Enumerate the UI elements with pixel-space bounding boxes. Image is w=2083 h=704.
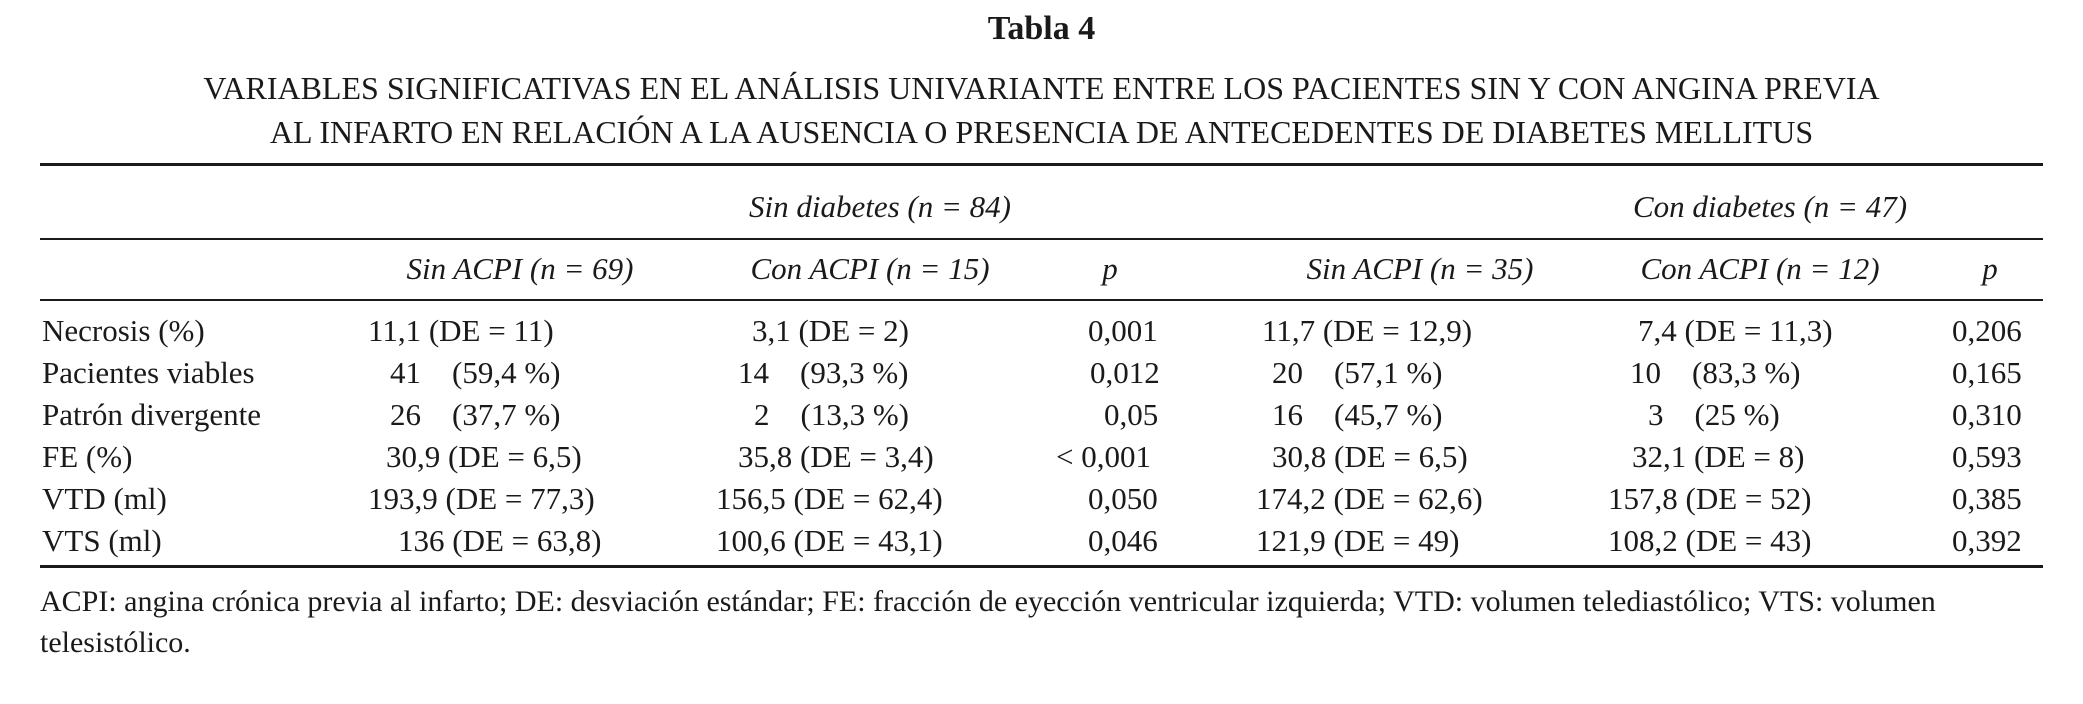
table-cell: 3 (25 %)	[1648, 397, 1780, 432]
table-cell: 30,8 (DE = 6,5)	[1272, 439, 1468, 474]
top-rule	[40, 163, 2043, 166]
table-cell: 30,9 (DE = 6,5)	[386, 439, 582, 474]
table-cell: 108,2 (DE = 43)	[1608, 523, 1812, 558]
bottom-rule	[40, 565, 2043, 568]
table-cell: 20 (57,1 %)	[1272, 355, 1443, 390]
group-header-rule	[40, 238, 2043, 240]
caption-line-2: AL INFARTO EN RELACIÓN A LA AUSENCIA O PRESENCIA DE ANTECEDENTES DE DIABETES MELLITUS	[269, 114, 1814, 150]
row-label-vts: VTS (ml)	[42, 523, 162, 558]
table-cell: 0,206	[1952, 313, 2022, 348]
table-cell: 35,8 (DE = 3,4)	[738, 439, 934, 474]
column-header-sin-acpi-sin-diabetes: Sin ACPI (n = 69)	[406, 251, 634, 286]
table-cell: 157,8 (DE = 52)	[1608, 481, 1812, 516]
column-header-rule	[40, 299, 2043, 301]
table-cell: 100,6 (DE = 43,1)	[716, 523, 943, 558]
table-cell: 10 (83,3 %)	[1630, 355, 1801, 390]
table-number: Tabla 4	[987, 10, 1096, 47]
table-cell: 0,310	[1952, 397, 2022, 432]
table-cell: 41 (59,4 %)	[390, 355, 561, 390]
table-cell: 156,5 (DE = 62,4)	[716, 481, 943, 516]
caption-line-1: VARIABLES SIGNIFICATIVAS EN EL ANÁLISIS UNIVARIANTE ENTRE LOS PACIENTES SIN Y CON ANGINA PREVIA	[203, 70, 1880, 106]
table-cell: < 0,001	[1056, 439, 1151, 474]
table-caption	[0, 66, 2083, 154]
table-cell: 174,2 (DE = 62,6)	[1256, 481, 1483, 516]
table-cell: 7,4 (DE = 11,3)	[1638, 313, 1833, 348]
table-cell: 32,1 (DE = 8)	[1632, 439, 1805, 474]
table-footnote: ACPI: angina crónica previa al infarto; DE: desviación estándar; FE: fracción de eyección ventricular izquierda; VTD: volumen telediastólico; VTS: volumen telesistólico.	[40, 585, 1936, 659]
table-cell: 0,165	[1952, 355, 2022, 390]
table-cell: 136 (DE = 63,8)	[398, 523, 602, 558]
table-cell: 11,1 (DE = 11)	[368, 313, 554, 348]
table-cell: 121,9 (DE = 49)	[1256, 523, 1460, 558]
column-header-con-acpi-sin-diabetes: Con ACPI (n = 15)	[750, 251, 990, 286]
table-cell: 0,001	[1088, 313, 1158, 348]
column-header-con-acpi-con-diabetes: Con ACPI (n = 12)	[1640, 251, 1880, 286]
group-header-con-diabetes: Con diabetes (n = 47)	[1632, 189, 1908, 224]
row-label-patron-divergente: Patrón divergente	[42, 397, 261, 432]
table-cell: 0,046	[1088, 523, 1158, 558]
table-cell: 16 (45,7 %)	[1272, 397, 1443, 432]
row-label-pacientes-viables: Pacientes viables	[42, 355, 255, 390]
table-cell: 0,392	[1952, 523, 2022, 558]
row-label-vtd: VTD (ml)	[42, 481, 167, 516]
table-cell: 0,050	[1088, 481, 1158, 516]
table-cell: 0,05	[1104, 397, 1159, 432]
table-cell: 26 (37,7 %)	[390, 397, 561, 432]
table-cell: 11,7 (DE = 12,9)	[1262, 313, 1473, 348]
table-cell: 193,9 (DE = 77,3)	[368, 481, 595, 516]
table-cell: 0,012	[1090, 355, 1160, 390]
column-header-sin-acpi-con-diabetes: Sin ACPI (n = 35)	[1306, 251, 1534, 286]
table-cell: 14 (93,3 %)	[738, 355, 909, 390]
row-label-fe: FE (%)	[42, 439, 133, 474]
table-cell: 0,593	[1952, 439, 2022, 474]
column-header-p-con-diabetes: p	[1982, 251, 1998, 286]
table-cell: 2 (13,3 %)	[754, 397, 909, 432]
group-header-sin-diabetes: Sin diabetes (n = 84)	[749, 189, 1011, 224]
table-cell: 3,1 (DE = 2)	[752, 313, 909, 348]
table-cell: 0,385	[1952, 481, 2022, 516]
column-header-p-sin-diabetes: p	[1102, 251, 1118, 286]
row-label-necrosis: Necrosis (%)	[42, 313, 205, 348]
